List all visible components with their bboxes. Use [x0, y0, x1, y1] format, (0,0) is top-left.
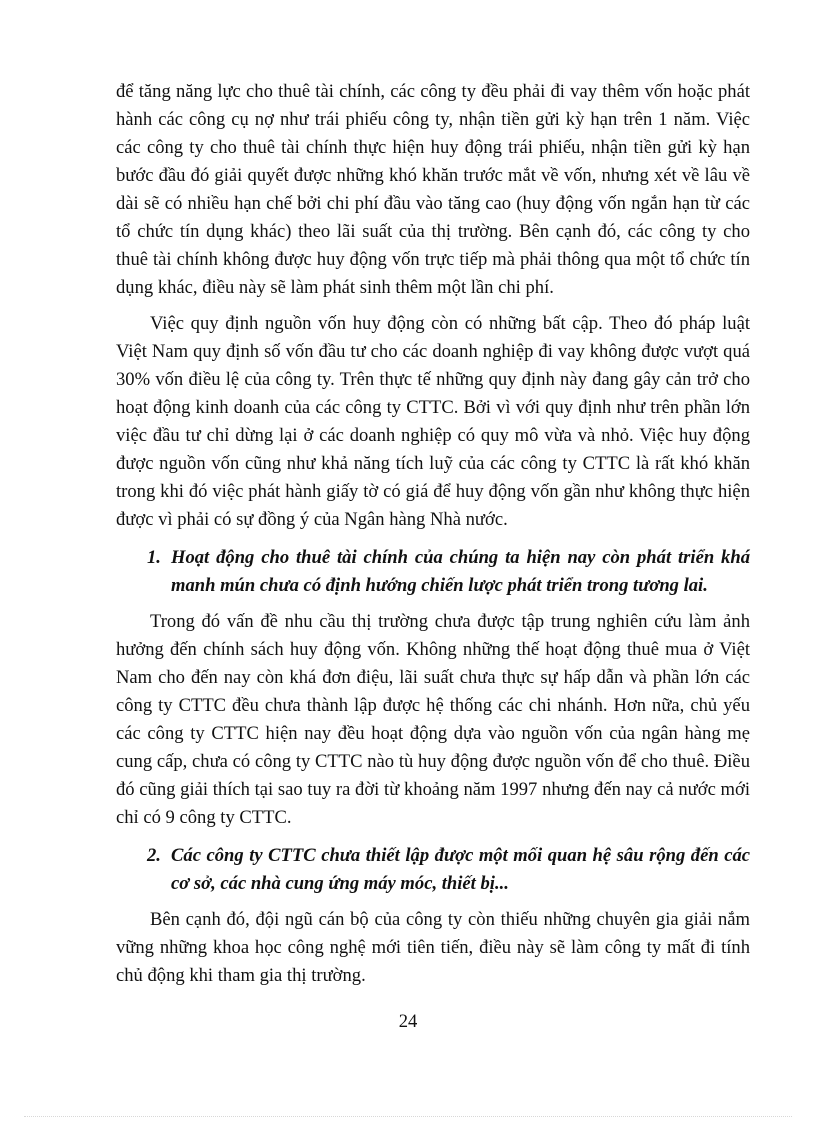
document-body [116, 78, 750, 990]
page-number: 24 [398, 1011, 418, 1032]
section-heading [116, 544, 750, 600]
body-paragraph: để tăng năng lực cho thuê tài chính, các công ty đều phải đi vay thêm vốn hoặc phát hành các công cụ nợ như trái phiếu công ty, nhận tiền gửi kỳ hạn trên 1 năm. Việc các công ty cho thuê tài chính thực hiện huy động trái phiếu, nhận tiền gửi kỳ hạn bước đầu đó giải quyết được những khó khăn trước mắt về vốn, nhưng xét về lâu về dài sẽ có nhiều hạn chế bởi chi phí đầu vào tăng cao (huy động vốn ngắn hạn từ các tổ chức tín dụng khác) theo lãi suất của thị trường. Bên cạnh đó, các công ty cho thuê tài chính không được huy động vốn trực tiếp mà phải thông qua một tổ chức tín dụng khác, điều này sẽ làm phát sinh thêm một lần chi phí. [116, 81, 750, 298]
section-heading-text: Các công ty CTTC chưa thiết lập được một mối quan hệ sâu rộng đến các cơ sở, các nhà cung ứng máy móc, thiết bị... [171, 845, 750, 894]
body-paragraph: Việc quy định nguồn vốn huy động còn có những bất cập. Theo đó pháp luật Việt Nam quy định số vốn đầu tư cho các doanh nghiệp đi vay không được vượt quá 30% vốn điều lệ của công ty. Trên thực tế những quy định này đang gây cản trở cho hoạt động kinh doanh của các công ty CTTC. Bởi vì với quy định như trên phần lớn việc đầu tư chỉ dừng lại ở các doanh nghiệp có quy mô vừa và nhỏ. Việc huy động được nguồn vốn cũng như khả năng tích luỹ của các công ty CTTC là rất khó khăn trong khi đó việc phát hành giấy tờ có giá để huy động vốn gần như không thực hiện được vì phải có sự đồng ý của Ngân hàng Nhà nước. [116, 313, 750, 530]
section-heading-text: Hoạt động cho thuê tài chính của chúng ta hiện nay còn phát triển khá manh mún chưa có định hướng chiến lược phát triển trong tương lai. [171, 547, 750, 596]
section-heading-number: 1. [147, 547, 161, 568]
body-paragraph: Trong đó vấn đề nhu cầu thị trường chưa được tập trung nghiên cứu làm ảnh hưởng đến chính sách huy động vốn. Không những thế hoạt động thuê mua ở Việt Nam cho đến nay còn khá đơn điệu, lãi suất chưa thực sự hấp dẫn và phần lớn các công ty CTTC đều chưa thành lập được hệ thống các chi nhánh. Hơn nữa, chủ yếu các công ty CTTC hiện nay đều hoạt động dựa vào nguồn vốn của ngân hàng mẹ cung cấp, chưa có công ty CTTC nào tù huy động được nguồn vốn để cho thuê. Điều đó cũng giải thích tại sao tuy ra đời từ khoảng năm 1997 nhưng đến nay cả nước mới chỉ có 9 công ty CTTC. [116, 611, 750, 828]
section-heading [116, 842, 750, 898]
page-bottom-divider [24, 1116, 792, 1117]
body-paragraph: Bên cạnh đó, đội ngũ cán bộ của công ty còn thiếu những chuyên gia giải nắm vững những khoa học công nghệ mới tiên tiến, điều này sẽ làm công ty mất đi tính chủ động khi tham gia thị trường. [116, 909, 750, 986]
section-heading-number: 2. [147, 845, 161, 866]
